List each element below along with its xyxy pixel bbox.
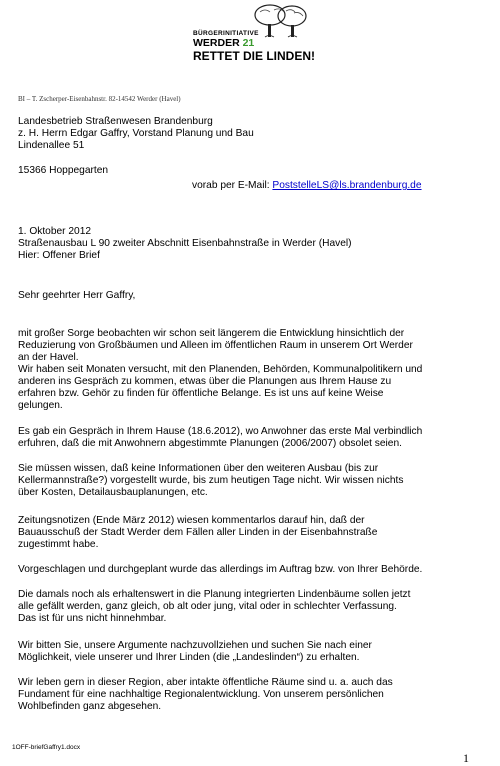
logo-word: WERDER [193,37,240,49]
footer-filename: 1OFF-briefGaffry1.docx [12,744,81,751]
sender-line: BI – T. Zscherper-Eisenbahnstr. 82-14542 Werder (Havel) [18,95,181,103]
subject-line: Hier: Offener Brief [18,250,100,261]
email-line [192,180,422,191]
text-line: Wohlbefinden ganz abgesehen. [18,701,162,712]
text-line: Sie müssen wissen, daß keine Informationen über den weiteren Ausbau (bis zur [18,463,379,474]
salutation: Sehr geehrter Herr Gaffry, [18,290,136,301]
text-line: an der Havel. [18,352,79,363]
text-line: Das ist für uns nicht hinnehmbar. [18,613,167,624]
text-line: Wir haben seit Monaten versucht, mit den Planenden, Behörden, Kommunalpolitikern und [18,364,423,375]
logo-line-2 [193,37,254,49]
text-line: Wir leben gern in dieser Region, aber intakte öffentliche Räume sind u. a. auch das [18,677,393,688]
text-line: über Kosten, Detailausbauplanungen, etc. [18,487,208,498]
text-line: Fundament für eine nachhaltige Regionalentwicklung. Von unserem persönlichen [18,689,384,700]
text-line: Zeitungsnotizen (Ende März 2012) wiesen kommentarlos darauf hin, daß der [18,515,365,526]
text-line: anderen ins Gespräch zu kommen, etwas über die Planungen aus Ihrem Hause zu [18,376,392,387]
logo-line-1: BÜRGERINITIATIVE [193,30,259,37]
text-line: erfahren bzw. Gehör zu finden für öffentliche Belange. Es ist uns auf keine Weise [18,388,384,399]
recipient-city: 15366 Hoppegarten [18,165,109,176]
text-line: Wir bitten Sie, unsere Argumente nachzuvollziehen und suchen Sie nach einer [18,640,372,651]
text-line: Kellermannstraße?) vorgestellt wurde, bis zum heutigen Tage nicht. Wir wissen nichts [18,475,404,486]
text-line: Die damals noch als erhaltenswert in die Planung integrierten Lindenbäume sollen jetzt [18,589,411,600]
text-line: erfuhren, daß die mit Anwohnern abgestimmte Planungen (2006/2007) obsolet seien. [18,438,402,449]
text-line: Vorgeschlagen und durchgeplant wurde das allerdings im Auftrag bzw. von Ihrer Behörde. [18,564,423,575]
page-number: 1 [463,751,469,765]
email-link[interactable]: PoststelleLS@ls.brandenburg.de [272,180,422,191]
letter-date: 1. Oktober 2012 [18,226,92,237]
logo-slogan: RETTET DIE LINDEN! [193,49,315,63]
text-line: zugestimmt habe. [18,539,99,550]
text-line: Es gab ein Gespräch in Ihrem Hause (18.6.2012), wo Anwohner das erste Mal verbindlich [18,426,423,437]
text-line: Reduzierung von Großbäumen und Alleen im öffentlichen Raum in unserem Ort Werder [18,340,413,351]
logo-number: 21 [242,37,255,49]
initiative-logo [193,4,313,64]
text-line: Bauausschuß der Stadt Werder dem Fällen aller Linden in der Eisenbahnstraße [18,527,378,538]
text-line: mit großer Sorge beobachten wir schon seit längerem die Entwicklung hinsichtlich der [18,328,405,339]
text-line: alle gefällt werden, ganz gleich, ob alt oder jung, vital oder in schlechter Verfassung. [18,601,397,612]
email-prefix: vorab per E-Mail: [192,180,270,191]
recipient-line: z. H. Herrn Edgar Gaffry, Vorstand Planung und Bau [18,128,254,139]
recipient-line: Landesbetrieb Straßenwesen Brandenburg [18,116,213,127]
recipient-line: Lindenallee 51 [18,140,85,151]
text-line: gelungen. [18,400,63,411]
subject-line: Straßenausbau L 90 zweiter Abschnitt Eisenbahnstraße in Werder (Havel) [18,238,352,249]
text-line: Möglichkeit, viele unserer und Ihrer Linden (die „Landeslinden“) zu erhalten. [18,652,360,663]
